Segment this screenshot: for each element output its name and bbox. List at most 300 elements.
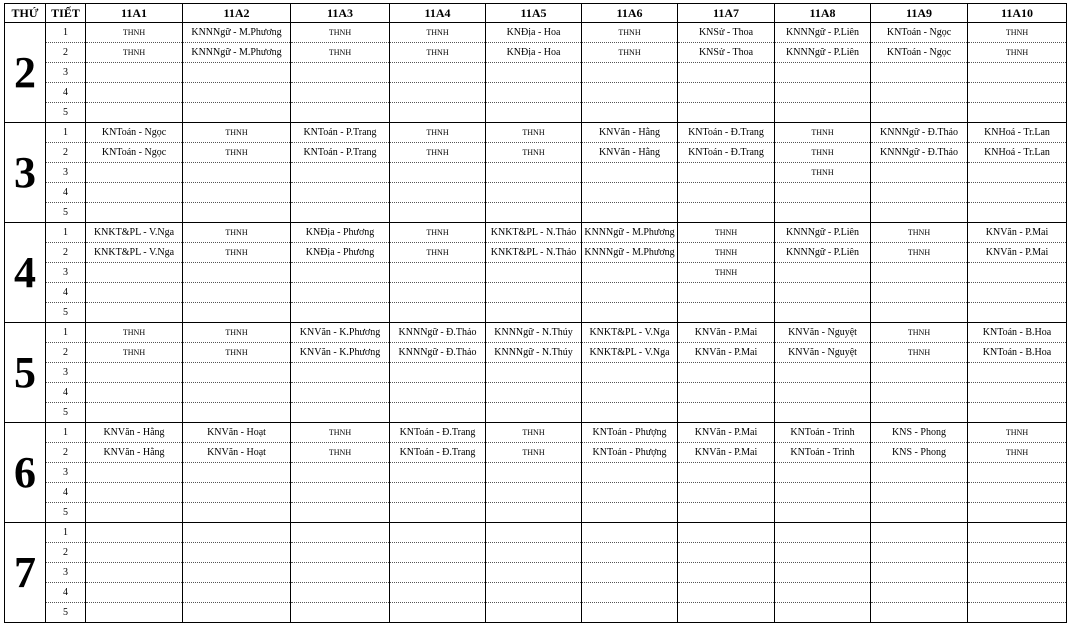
lesson-cell: [486, 303, 582, 323]
lesson-cell: [871, 563, 968, 583]
lesson-cell: [486, 543, 582, 563]
lesson-cell: THNH: [486, 443, 582, 463]
period-number: 4: [46, 583, 86, 603]
lesson-cell: [486, 163, 582, 183]
lesson-cell: KNVăn - Hoạt: [183, 443, 291, 463]
lesson-cell: [390, 543, 486, 563]
lesson-cell: [678, 503, 775, 523]
lesson-cell: [968, 503, 1067, 523]
lesson-cell: [390, 103, 486, 123]
lesson-cell: KNKT&PL - V.Nga: [582, 343, 678, 363]
period-number: 5: [46, 203, 86, 223]
table-row: [5, 83, 1067, 103]
lesson-cell: KNToán - Ngọc: [86, 143, 183, 163]
lesson-cell: KNVăn - K.Phương: [291, 343, 390, 363]
lesson-cell: THNH: [183, 123, 291, 143]
lesson-cell: [775, 503, 871, 523]
lesson-cell: KNNNgữ - N.Thúy: [486, 343, 582, 363]
lesson-cell: [775, 283, 871, 303]
lesson-cell: [968, 483, 1067, 503]
lesson-cell: [871, 583, 968, 603]
period-number: 3: [46, 263, 86, 283]
lesson-cell: [582, 363, 678, 383]
lesson-cell: [582, 303, 678, 323]
lesson-cell: [678, 203, 775, 223]
lesson-cell: KNHoá - Tr.Lan: [968, 123, 1067, 143]
table-row: [5, 23, 1067, 43]
lesson-cell: THNH: [183, 323, 291, 343]
lesson-cell: [86, 163, 183, 183]
lesson-cell: THNH: [775, 123, 871, 143]
lesson-cell: [486, 103, 582, 123]
lesson-cell: THNH: [291, 43, 390, 63]
lesson-cell: THNH: [183, 343, 291, 363]
lesson-cell: [871, 163, 968, 183]
lesson-cell: [775, 363, 871, 383]
lesson-cell: [775, 63, 871, 83]
day-number: 3: [5, 123, 46, 223]
lesson-cell: KNToán - Đ.Trang: [678, 143, 775, 163]
lesson-cell: THNH: [390, 23, 486, 43]
lesson-cell: KNVăn - K.Phương: [291, 323, 390, 343]
day-number: 6: [5, 423, 46, 523]
lesson-cell: [968, 283, 1067, 303]
lesson-cell: [871, 523, 968, 543]
lesson-cell: THNH: [582, 43, 678, 63]
period-number: 2: [46, 443, 86, 463]
lesson-cell: [390, 583, 486, 603]
lesson-cell: [486, 523, 582, 543]
lesson-cell: [968, 603, 1067, 623]
lesson-cell: [968, 203, 1067, 223]
lesson-cell: KNNNgữ - Đ.Thảo: [871, 123, 968, 143]
lesson-cell: [486, 183, 582, 203]
lesson-cell: [871, 303, 968, 323]
lesson-cell: [183, 263, 291, 283]
lesson-cell: KNVăn - P.Mai: [678, 323, 775, 343]
lesson-cell: THNH: [486, 423, 582, 443]
lesson-cell: KNToán - P.Trang: [291, 143, 390, 163]
lesson-cell: THNH: [390, 143, 486, 163]
lesson-cell: [775, 103, 871, 123]
lesson-cell: [582, 163, 678, 183]
period-number: 3: [46, 463, 86, 483]
table-row: [5, 43, 1067, 63]
lesson-cell: [871, 203, 968, 223]
lesson-cell: [775, 83, 871, 103]
lesson-cell: THNH: [678, 263, 775, 283]
lesson-cell: [183, 363, 291, 383]
lesson-cell: [86, 63, 183, 83]
table-row: [5, 583, 1067, 603]
lesson-cell: KNToán - Ngọc: [86, 123, 183, 143]
lesson-cell: THNH: [871, 243, 968, 263]
lesson-cell: KNToán - Ngọc: [871, 23, 968, 43]
lesson-cell: [291, 263, 390, 283]
lesson-cell: [871, 183, 968, 203]
lesson-cell: THNH: [86, 43, 183, 63]
timetable: [4, 3, 1067, 623]
lesson-cell: [86, 583, 183, 603]
lesson-cell: THNH: [968, 43, 1067, 63]
lesson-cell: THNH: [86, 323, 183, 343]
lesson-cell: [968, 163, 1067, 183]
lesson-cell: [968, 63, 1067, 83]
lesson-cell: THNH: [291, 443, 390, 463]
period-number: 4: [46, 483, 86, 503]
lesson-cell: [582, 83, 678, 103]
lesson-cell: [390, 463, 486, 483]
lesson-cell: KNVăn - P.Mai: [678, 443, 775, 463]
lesson-cell: [183, 383, 291, 403]
day-number: 5: [5, 323, 46, 423]
lesson-cell: [871, 83, 968, 103]
lesson-cell: [390, 183, 486, 203]
lesson-cell: [291, 363, 390, 383]
table-row: [5, 223, 1067, 243]
lesson-cell: [291, 543, 390, 563]
period-number: 2: [46, 243, 86, 263]
lesson-cell: [678, 303, 775, 323]
lesson-cell: KNHoá - Tr.Lan: [968, 143, 1067, 163]
lesson-cell: [775, 543, 871, 563]
lesson-cell: [183, 463, 291, 483]
lesson-cell: [678, 363, 775, 383]
table-row: [5, 263, 1067, 283]
table-row: [5, 403, 1067, 423]
lesson-cell: [968, 463, 1067, 483]
lesson-cell: THNH: [291, 423, 390, 443]
lesson-cell: [486, 583, 582, 603]
lesson-cell: [775, 523, 871, 543]
lesson-cell: [582, 63, 678, 83]
table-row: [5, 503, 1067, 523]
lesson-cell: [486, 403, 582, 423]
period-number: 2: [46, 43, 86, 63]
lesson-cell: [775, 303, 871, 323]
lesson-cell: THNH: [968, 23, 1067, 43]
lesson-cell: [390, 363, 486, 383]
lesson-cell: [390, 83, 486, 103]
lesson-cell: [486, 63, 582, 83]
lesson-cell: [678, 103, 775, 123]
lesson-cell: [183, 603, 291, 623]
lesson-cell: [390, 503, 486, 523]
lesson-cell: THNH: [871, 223, 968, 243]
lesson-cell: [871, 283, 968, 303]
lesson-cell: [390, 203, 486, 223]
table-row: [5, 243, 1067, 263]
lesson-cell: [968, 363, 1067, 383]
lesson-cell: KNToán - Đ.Trang: [390, 423, 486, 443]
lesson-cell: KNĐịa - Hoa: [486, 43, 582, 63]
lesson-cell: THNH: [486, 123, 582, 143]
lesson-cell: [968, 523, 1067, 543]
header-row: [5, 4, 1067, 23]
lesson-cell: THNH: [968, 423, 1067, 443]
lesson-cell: [582, 503, 678, 523]
day-number: 7: [5, 523, 46, 623]
class-header: 11A10: [968, 4, 1067, 23]
lesson-cell: [86, 603, 183, 623]
lesson-cell: [968, 403, 1067, 423]
lesson-cell: [291, 63, 390, 83]
lesson-cell: [871, 543, 968, 563]
lesson-cell: [871, 103, 968, 123]
lesson-cell: KNToán - Phượng: [582, 423, 678, 443]
lesson-cell: [582, 543, 678, 563]
lesson-cell: [86, 83, 183, 103]
lesson-cell: KNKT&PL - V.Nga: [86, 223, 183, 243]
lesson-cell: [183, 303, 291, 323]
table-row: [5, 483, 1067, 503]
lesson-cell: THNH: [775, 163, 871, 183]
lesson-cell: KNNNgữ - P.Liên: [775, 223, 871, 243]
lesson-cell: [582, 483, 678, 503]
lesson-cell: [291, 103, 390, 123]
lesson-cell: [678, 583, 775, 603]
lesson-cell: [86, 283, 183, 303]
lesson-cell: [486, 383, 582, 403]
lesson-cell: [582, 263, 678, 283]
table-row: [5, 203, 1067, 223]
period-number: 1: [46, 23, 86, 43]
lesson-cell: [775, 603, 871, 623]
period-number: 4: [46, 283, 86, 303]
lesson-cell: [291, 403, 390, 423]
lesson-cell: THNH: [183, 243, 291, 263]
lesson-cell: [486, 83, 582, 103]
class-header: 11A2: [183, 4, 291, 23]
lesson-cell: THNH: [582, 23, 678, 43]
lesson-cell: [86, 363, 183, 383]
class-header: 11A4: [390, 4, 486, 23]
lesson-cell: [678, 603, 775, 623]
lesson-cell: [86, 463, 183, 483]
table-row: [5, 183, 1067, 203]
period-number: 5: [46, 303, 86, 323]
lesson-cell: [486, 503, 582, 523]
table-row: [5, 323, 1067, 343]
lesson-cell: [291, 563, 390, 583]
lesson-cell: [390, 603, 486, 623]
day-number: 2: [5, 23, 46, 123]
lesson-cell: [183, 403, 291, 423]
lesson-cell: KNVăn - Hằng: [86, 423, 183, 443]
lesson-cell: THNH: [183, 223, 291, 243]
table-row: [5, 163, 1067, 183]
lesson-cell: KNNNgữ - M.Phương: [582, 243, 678, 263]
lesson-cell: KNVăn - P.Mai: [968, 223, 1067, 243]
lesson-cell: [582, 383, 678, 403]
lesson-cell: KNKT&PL - N.Thảo: [486, 223, 582, 243]
lesson-cell: [678, 563, 775, 583]
lesson-cell: [582, 403, 678, 423]
period-number: 2: [46, 143, 86, 163]
lesson-cell: [486, 203, 582, 223]
lesson-cell: [968, 83, 1067, 103]
table-row: [5, 123, 1067, 143]
lesson-cell: [968, 183, 1067, 203]
lesson-cell: [390, 383, 486, 403]
lesson-cell: [86, 543, 183, 563]
table-row: [5, 603, 1067, 623]
lesson-cell: [183, 583, 291, 603]
lesson-cell: [678, 63, 775, 83]
lesson-cell: [390, 483, 486, 503]
lesson-cell: [871, 363, 968, 383]
table-row: [5, 363, 1067, 383]
table-row: [5, 283, 1067, 303]
table-row: [5, 463, 1067, 483]
lesson-cell: [86, 503, 183, 523]
period-number: 1: [46, 223, 86, 243]
lesson-cell: [390, 163, 486, 183]
lesson-cell: [678, 283, 775, 303]
lesson-cell: [871, 483, 968, 503]
period-number: 1: [46, 323, 86, 343]
lesson-cell: KNNNgữ - M.Phương: [582, 223, 678, 243]
period-number: 5: [46, 503, 86, 523]
lesson-cell: [86, 563, 183, 583]
lesson-cell: [86, 183, 183, 203]
lesson-cell: [291, 463, 390, 483]
lesson-cell: [183, 563, 291, 583]
table-row: [5, 143, 1067, 163]
lesson-cell: THNH: [968, 443, 1067, 463]
lesson-cell: [678, 483, 775, 503]
period-number: 2: [46, 543, 86, 563]
class-header: 11A9: [871, 4, 968, 23]
lesson-cell: [775, 483, 871, 503]
lesson-cell: [582, 203, 678, 223]
lesson-cell: [775, 383, 871, 403]
lesson-cell: KNVăn - P.Mai: [678, 423, 775, 443]
lesson-cell: [871, 63, 968, 83]
lesson-cell: [486, 283, 582, 303]
class-header: 11A3: [291, 4, 390, 23]
lesson-cell: [390, 283, 486, 303]
lesson-cell: [968, 543, 1067, 563]
table-row: [5, 443, 1067, 463]
lesson-cell: KNKT&PL - V.Nga: [86, 243, 183, 263]
lesson-cell: [86, 383, 183, 403]
lesson-cell: KNNNgữ - Đ.Thảo: [871, 143, 968, 163]
lesson-cell: [183, 83, 291, 103]
lesson-cell: [183, 283, 291, 303]
lesson-cell: KNToán - Trinh: [775, 443, 871, 463]
lesson-cell: [291, 203, 390, 223]
lesson-cell: [678, 543, 775, 563]
lesson-cell: KNSử - Thoa: [678, 23, 775, 43]
lesson-cell: [291, 303, 390, 323]
lesson-cell: KNVăn - Hằng: [86, 443, 183, 463]
class-header: 11A8: [775, 4, 871, 23]
lesson-cell: [183, 523, 291, 543]
lesson-cell: THNH: [775, 143, 871, 163]
lesson-cell: KNĐịa - Phương: [291, 223, 390, 243]
period-number: 1: [46, 123, 86, 143]
lesson-cell: [291, 583, 390, 603]
period-number: 5: [46, 603, 86, 623]
period-column-header: TIẾT: [46, 4, 86, 23]
lesson-cell: THNH: [486, 143, 582, 163]
lesson-cell: [678, 83, 775, 103]
lesson-cell: [183, 503, 291, 523]
lesson-cell: [390, 303, 486, 323]
lesson-cell: [775, 263, 871, 283]
lesson-cell: KNSử - Thoa: [678, 43, 775, 63]
lesson-cell: [291, 183, 390, 203]
lesson-cell: THNH: [390, 243, 486, 263]
lesson-cell: [291, 83, 390, 103]
period-number: 5: [46, 103, 86, 123]
lesson-cell: THNH: [390, 43, 486, 63]
lesson-cell: [390, 63, 486, 83]
lesson-cell: [390, 403, 486, 423]
period-number: 1: [46, 523, 86, 543]
lesson-cell: [582, 603, 678, 623]
lesson-cell: KNVăn - Hằng: [582, 143, 678, 163]
lesson-cell: KNToán - Phượng: [582, 443, 678, 463]
lesson-cell: [486, 363, 582, 383]
lesson-cell: [678, 463, 775, 483]
lesson-cell: [86, 263, 183, 283]
lesson-cell: [390, 563, 486, 583]
table-row: [5, 103, 1067, 123]
lesson-cell: [291, 163, 390, 183]
timetable-sheet: [4, 3, 1067, 623]
lesson-cell: [183, 543, 291, 563]
lesson-cell: THNH: [871, 343, 968, 363]
lesson-cell: [183, 183, 291, 203]
lesson-cell: KNNNgữ - M.Phương: [183, 23, 291, 43]
table-row: [5, 383, 1067, 403]
table-row: [5, 563, 1067, 583]
lesson-cell: [86, 523, 183, 543]
lesson-cell: [486, 483, 582, 503]
lesson-cell: KNNNgữ - M.Phương: [183, 43, 291, 63]
lesson-cell: KNKT&PL - N.Thảo: [486, 243, 582, 263]
day-number: 4: [5, 223, 46, 323]
lesson-cell: KNToán - B.Hoa: [968, 323, 1067, 343]
lesson-cell: [582, 583, 678, 603]
table-row: [5, 303, 1067, 323]
lesson-cell: KNVăn - P.Mai: [678, 343, 775, 363]
lesson-cell: [871, 463, 968, 483]
lesson-cell: [968, 263, 1067, 283]
class-header: 11A7: [678, 4, 775, 23]
lesson-cell: [968, 583, 1067, 603]
period-number: 2: [46, 343, 86, 363]
class-header: 11A5: [486, 4, 582, 23]
lesson-cell: KNS - Phong: [871, 443, 968, 463]
lesson-cell: [775, 583, 871, 603]
lesson-cell: [183, 63, 291, 83]
lesson-cell: KNVăn - Nguyệt: [775, 323, 871, 343]
period-number: 1: [46, 423, 86, 443]
lesson-cell: [582, 563, 678, 583]
timetable-body: [5, 23, 1067, 623]
lesson-cell: [86, 403, 183, 423]
lesson-cell: [291, 503, 390, 523]
lesson-cell: KNToán - Đ.Trang: [678, 123, 775, 143]
lesson-cell: [775, 203, 871, 223]
lesson-cell: KNVăn - Hoạt: [183, 423, 291, 443]
lesson-cell: KNVăn - P.Mai: [968, 243, 1067, 263]
lesson-cell: [183, 203, 291, 223]
period-number: 3: [46, 163, 86, 183]
